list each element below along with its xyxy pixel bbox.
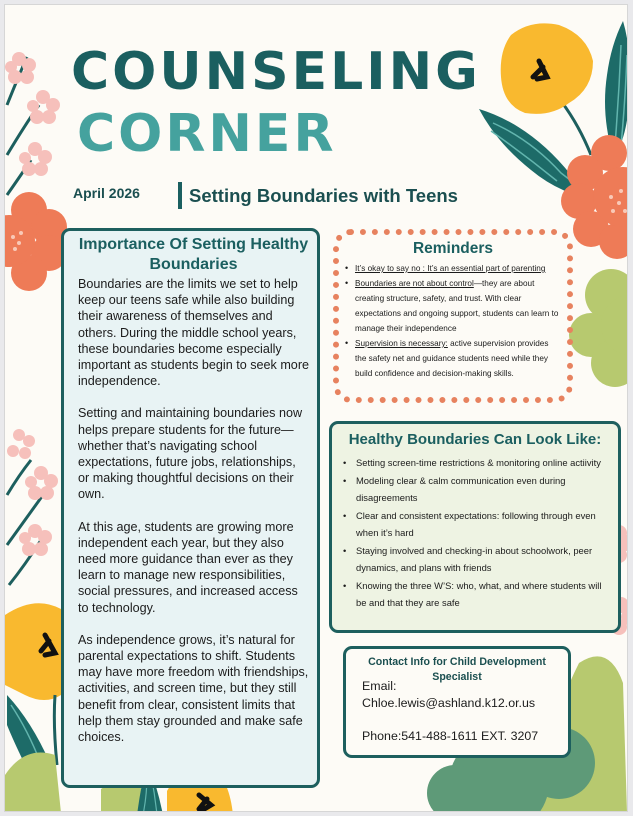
contact-heading: Contact Info for Child Development Specialist — [368, 656, 546, 683]
importance-heading: Importance Of Setting Healthy Boundaries — [78, 236, 309, 273]
healthy-boundaries-heading: Healthy Boundaries Can Look Like: — [348, 431, 602, 448]
contact-box — [343, 646, 571, 758]
issue-date: April 2026 — [73, 185, 140, 201]
header-divider — [178, 182, 182, 209]
importance-paragraph: At this age, students are growing more independent each year, but they also need more guidance than ever as they learn to manage new responsibilities, social pressures, and increased access to technology. — [78, 519, 298, 615]
title-counseling: COUNSELING — [71, 42, 481, 102]
importance-paragraph: Setting and maintaining boundaries now helps prepare students for the future—whether that’s navigating school expectations, future jobs, relationships, or making thoughtful decisions on their own. — [78, 406, 303, 502]
list-item: • Knowing the three W’S: who, what, and where students will be and that they are safe — [340, 577, 610, 612]
reminders-list — [345, 261, 561, 381]
phone-number: Phone:541-488-1611 EXT. 3207 — [362, 729, 539, 743]
reminder-text: —they are about creating structure, safety, and trust. With clear expectations and ongoing support, students can learn to manage their independence — [355, 279, 559, 333]
contact-details — [362, 678, 538, 745]
reminders-box — [333, 229, 573, 403]
list-item: • Clear and consistent expectations: following through even when it’s hard — [340, 507, 610, 542]
list-item: • Setting screen-time restrictions & monitoring online actiivity — [340, 454, 610, 472]
healthy-boundaries-box — [329, 421, 621, 633]
list-item: • Modeling clear & calm communication even during disagreements — [340, 472, 610, 507]
email-address[interactable]: Chloe.lewis@ashland.k12.or.us — [362, 696, 536, 710]
healthy-boundaries-list — [340, 454, 610, 612]
reminder-lead: Boundaries are not about control — [355, 279, 474, 288]
list-item: • Staying involved and checking-in about schoolwork, peer dynamics, and plans with friends — [340, 542, 610, 577]
reminder-lead: Supervision is necessary: — [355, 339, 448, 348]
email-label: Email: — [362, 679, 397, 693]
importance-panel — [61, 228, 320, 788]
importance-paragraph: Boundaries are the limits we set to help keep our teens safe while also building their awareness of themselves and others. During the middle school years, these boundaries become especially important as students begin to seek more independence. — [78, 277, 310, 389]
reminder-item — [345, 336, 561, 381]
reminder-lead: It’s okay to say no : It’s an essential part of parenting — [355, 264, 546, 273]
importance-paragraph: As independence grows, it’s natural for parental expectations to shift. Students may have more freedom with friendships, activities, and screen time, but they still benefit from clear, consistent limits that help them stay grounded and make safe choices. — [78, 632, 309, 745]
reminder-item — [345, 261, 561, 276]
newsletter-page — [4, 4, 628, 812]
issue-subtitle: Setting Boundaries with Teens — [189, 185, 458, 206]
title-corner: CORNER — [77, 104, 337, 164]
reminder-item — [345, 276, 561, 336]
reminders-heading: Reminders — [412, 240, 494, 257]
reminder-text: active supervision provides the safety net and guidance students need while they build confidence and decision-making skills. — [355, 339, 549, 378]
